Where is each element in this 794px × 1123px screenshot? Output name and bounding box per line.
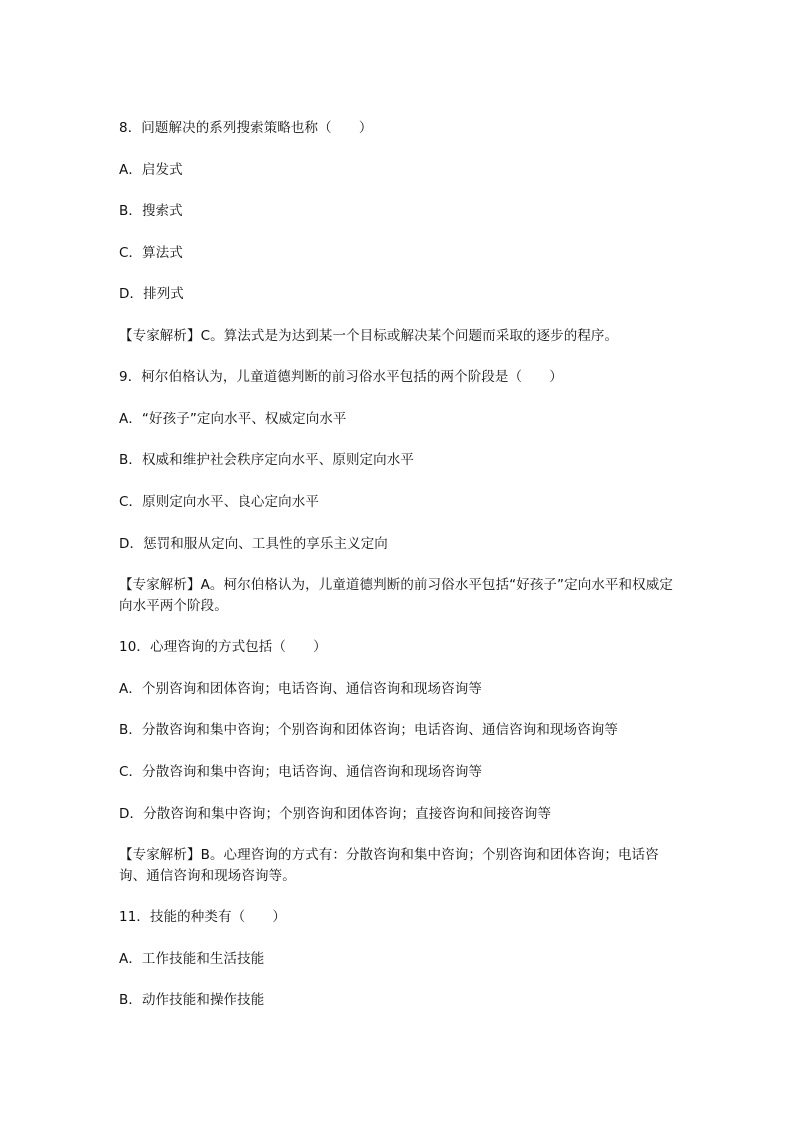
question-10-stem: 10．心理咨询的方式包括（ ） — [119, 639, 327, 655]
question-10-option-c: C．分散咨询和集中咨询；电话咨询、通信咨询和现场咨询等 — [119, 764, 483, 780]
question-10-option-d: D．分散咨询和集中咨询；个别咨询和团体咨询；直接咨询和间接咨询等 — [119, 806, 552, 822]
question-9-option-b: B．权威和维护社会秩序定向水平、原则定向水平 — [119, 452, 414, 468]
question-8-option-d: D．排列式 — [119, 286, 184, 302]
question-11-option-a: A．工作技能和生活技能 — [119, 951, 265, 967]
question-9-stem: 9．柯尔伯格认为，儿童道德判断的前习俗水平包括的两个阶段是（ ） — [119, 369, 563, 385]
question-9-option-d: D．惩罚和服从定向、工具性的享乐主义定向 — [119, 536, 388, 552]
question-11-option-b: B．动作技能和操作技能 — [119, 992, 265, 1008]
question-10-option-a: A．个别咨询和团体咨询；电话咨询、通信咨询和现场咨询等 — [119, 681, 482, 697]
question-9-analysis: 【专家解析】A。柯尔伯格认为，儿童道德判断的前习俗水平包括“好孩子”定向水平和权威定向水平两个阶段。 — [119, 577, 673, 614]
question-8-option-c: C．算法式 — [119, 245, 183, 261]
question-8-option-a: A．启发式 — [119, 162, 183, 178]
question-8-option-b: B．搜索式 — [119, 203, 183, 219]
question-10-option-b: B．分散咨询和集中咨询；个别咨询和团体咨询；电话咨询、通信咨询和现场咨询等 — [119, 722, 618, 738]
question-9-option-a: A．“好孩子”定向水平、权威定向水平 — [119, 411, 347, 427]
question-10-analysis: 【专家解析】B。心理咨询的方式有：分散咨询和集中咨询；个别咨询和团体咨询；电话咨询、通信咨询和现场咨询等。 — [119, 847, 659, 884]
question-8-analysis: 【专家解析】C。算法式是为达到某一个目标或解决某个问题而采取的逐步的程序。 — [119, 328, 619, 344]
question-11-stem: 11．技能的种类有（ ） — [119, 909, 286, 925]
question-8-stem: 8．问题解决的系列搜索策略也称（ ） — [119, 120, 373, 136]
question-9-option-c: C．原则定向水平、良心定向水平 — [119, 494, 319, 510]
